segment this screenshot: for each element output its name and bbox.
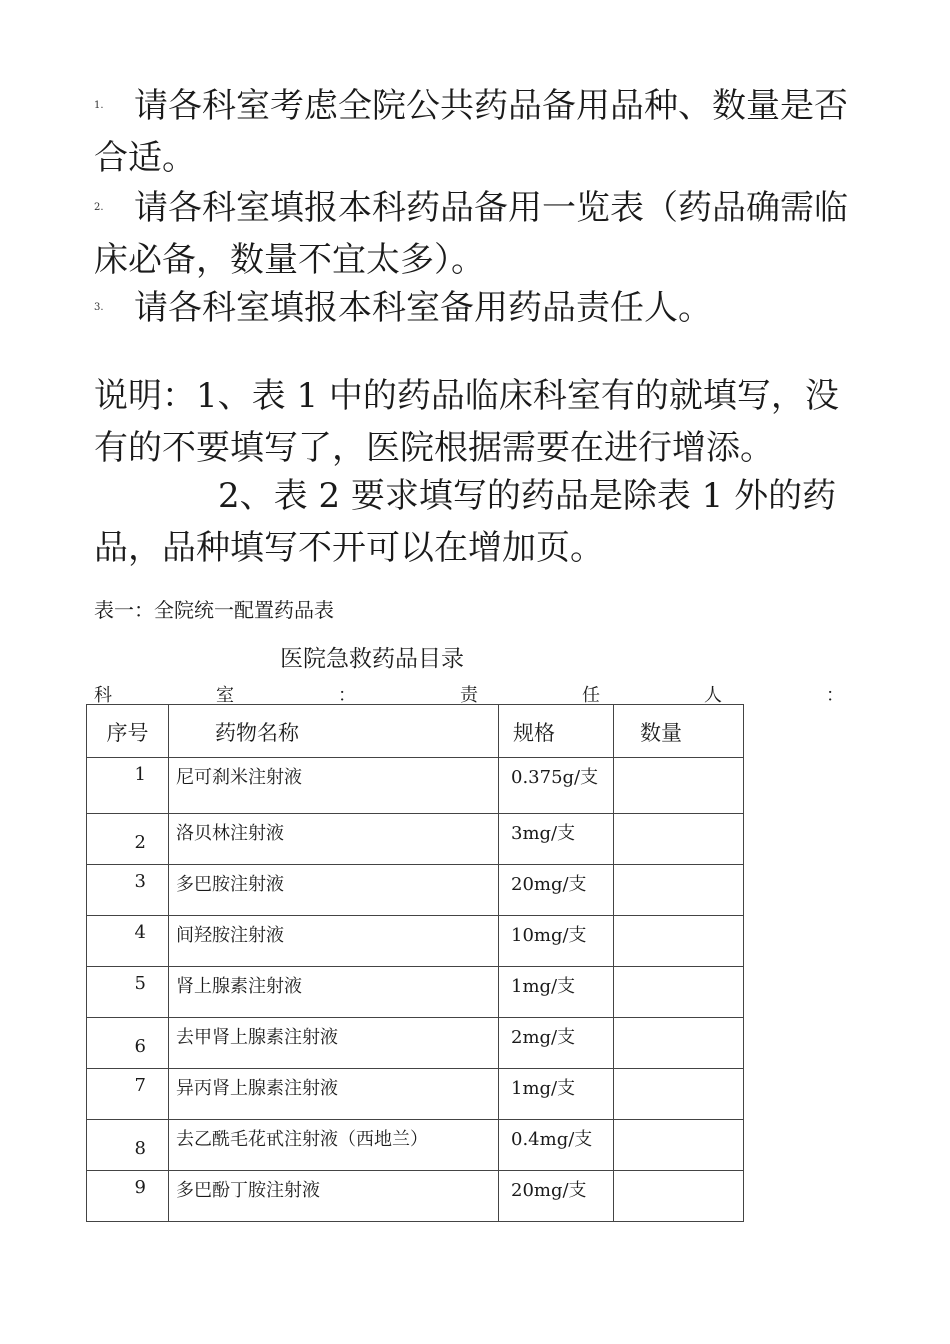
table-row — [87, 1171, 744, 1222]
cell-qty[interactable] — [614, 1018, 744, 1069]
table-header-row — [87, 705, 744, 758]
instruction-item-3 — [94, 282, 854, 334]
header-qty: 数量 — [614, 705, 744, 758]
instruction-item-1 — [94, 80, 854, 184]
table-row — [87, 1069, 744, 1120]
dept-char: ： — [338, 685, 356, 706]
cell-name: 多巴胺注射液 — [169, 865, 499, 916]
cell-qty[interactable] — [614, 1171, 744, 1222]
table-row — [87, 916, 744, 967]
dept-char: ： — [826, 685, 844, 706]
cell-name: 去甲肾上腺素注射液 — [169, 1018, 499, 1069]
item-text: 请各科室考虑全院公共药品备用品种、数量是否合适。 — [94, 86, 848, 178]
header-no: 序号 — [87, 705, 169, 758]
table-row — [87, 865, 744, 916]
cell-no: 6 — [87, 1018, 169, 1069]
cell-name: 多巴酚丁胺注射液 — [169, 1171, 499, 1222]
cell-qty[interactable] — [614, 1069, 744, 1120]
cell-qty[interactable] — [614, 1120, 744, 1171]
dept-char: 任 — [582, 685, 600, 706]
table-caption: 表一：全院统一配置药品表 — [94, 598, 334, 622]
note-line-2: 2、表 2 要求填写的药品是除表 1 外的药品，品种填写不开可以在增加页。 — [94, 476, 837, 568]
cell-no: 7 — [87, 1069, 169, 1120]
cell-qty[interactable] — [614, 758, 744, 814]
cell-qty[interactable] — [614, 814, 744, 865]
cell-qty[interactable] — [614, 865, 744, 916]
cell-spec: 1mg/支 — [499, 967, 614, 1018]
dept-char: 责 — [460, 685, 478, 706]
cell-spec: 0.4mg/支 — [499, 1120, 614, 1171]
cell-spec: 2mg/支 — [499, 1018, 614, 1069]
cell-spec: 0.375g/支 — [499, 758, 614, 814]
cell-no: 9 — [87, 1171, 169, 1222]
cell-spec: 1mg/支 — [499, 1069, 614, 1120]
item-number: 1. — [94, 100, 104, 111]
cell-qty[interactable] — [614, 967, 744, 1018]
cell-name: 异丙肾上腺素注射液 — [169, 1069, 499, 1120]
item-number: 2. — [94, 202, 104, 213]
cell-spec: 3mg/支 — [499, 814, 614, 865]
table-row — [87, 967, 744, 1018]
item-text: 请各科室填报本科室备用药品责任人。 — [134, 288, 712, 328]
cell-name: 洛贝林注射液 — [169, 814, 499, 865]
cell-no: 4 — [87, 916, 169, 967]
cell-no: 2 — [87, 814, 169, 865]
cell-no: 8 — [87, 1120, 169, 1171]
cell-spec: 20mg/支 — [499, 1171, 614, 1222]
cell-no: 5 — [87, 967, 169, 1018]
note-line-1: 说明：1、表 1 中的药品临床科室有的就填写，没有的不要填写了，医院根据需要在进行增添。 — [94, 376, 839, 468]
table-title: 医院急救药品目录 — [280, 646, 464, 672]
table-row — [87, 814, 744, 865]
cell-qty[interactable] — [614, 916, 744, 967]
cell-name: 去乙酰毛花甙注射液（西地兰） — [169, 1120, 499, 1171]
header-name: 药物名称 — [169, 705, 499, 758]
emergency-drug-table — [86, 704, 744, 1222]
dept-char: 室 — [216, 685, 234, 706]
item-text: 请各科室填报本科药品备用一览表（药品确需临床必备，数量不宜太多）。 — [94, 188, 848, 280]
table-row — [87, 1018, 744, 1069]
cell-name: 尼可刹米注射液 — [169, 758, 499, 814]
table-row — [87, 758, 744, 814]
table-row — [87, 1120, 744, 1171]
cell-spec: 20mg/支 — [499, 865, 614, 916]
instruction-item-2 — [94, 182, 854, 286]
cell-name: 间羟胺注射液 — [169, 916, 499, 967]
cell-spec: 10mg/支 — [499, 916, 614, 967]
header-spec: 规格 — [499, 705, 614, 758]
cell-no: 3 — [87, 865, 169, 916]
item-number: 3. — [94, 302, 104, 313]
cell-name: 肾上腺素注射液 — [169, 967, 499, 1018]
cell-no: 1 — [87, 758, 169, 814]
dept-char: 科 — [94, 685, 112, 706]
dept-char: 人 — [704, 685, 722, 706]
